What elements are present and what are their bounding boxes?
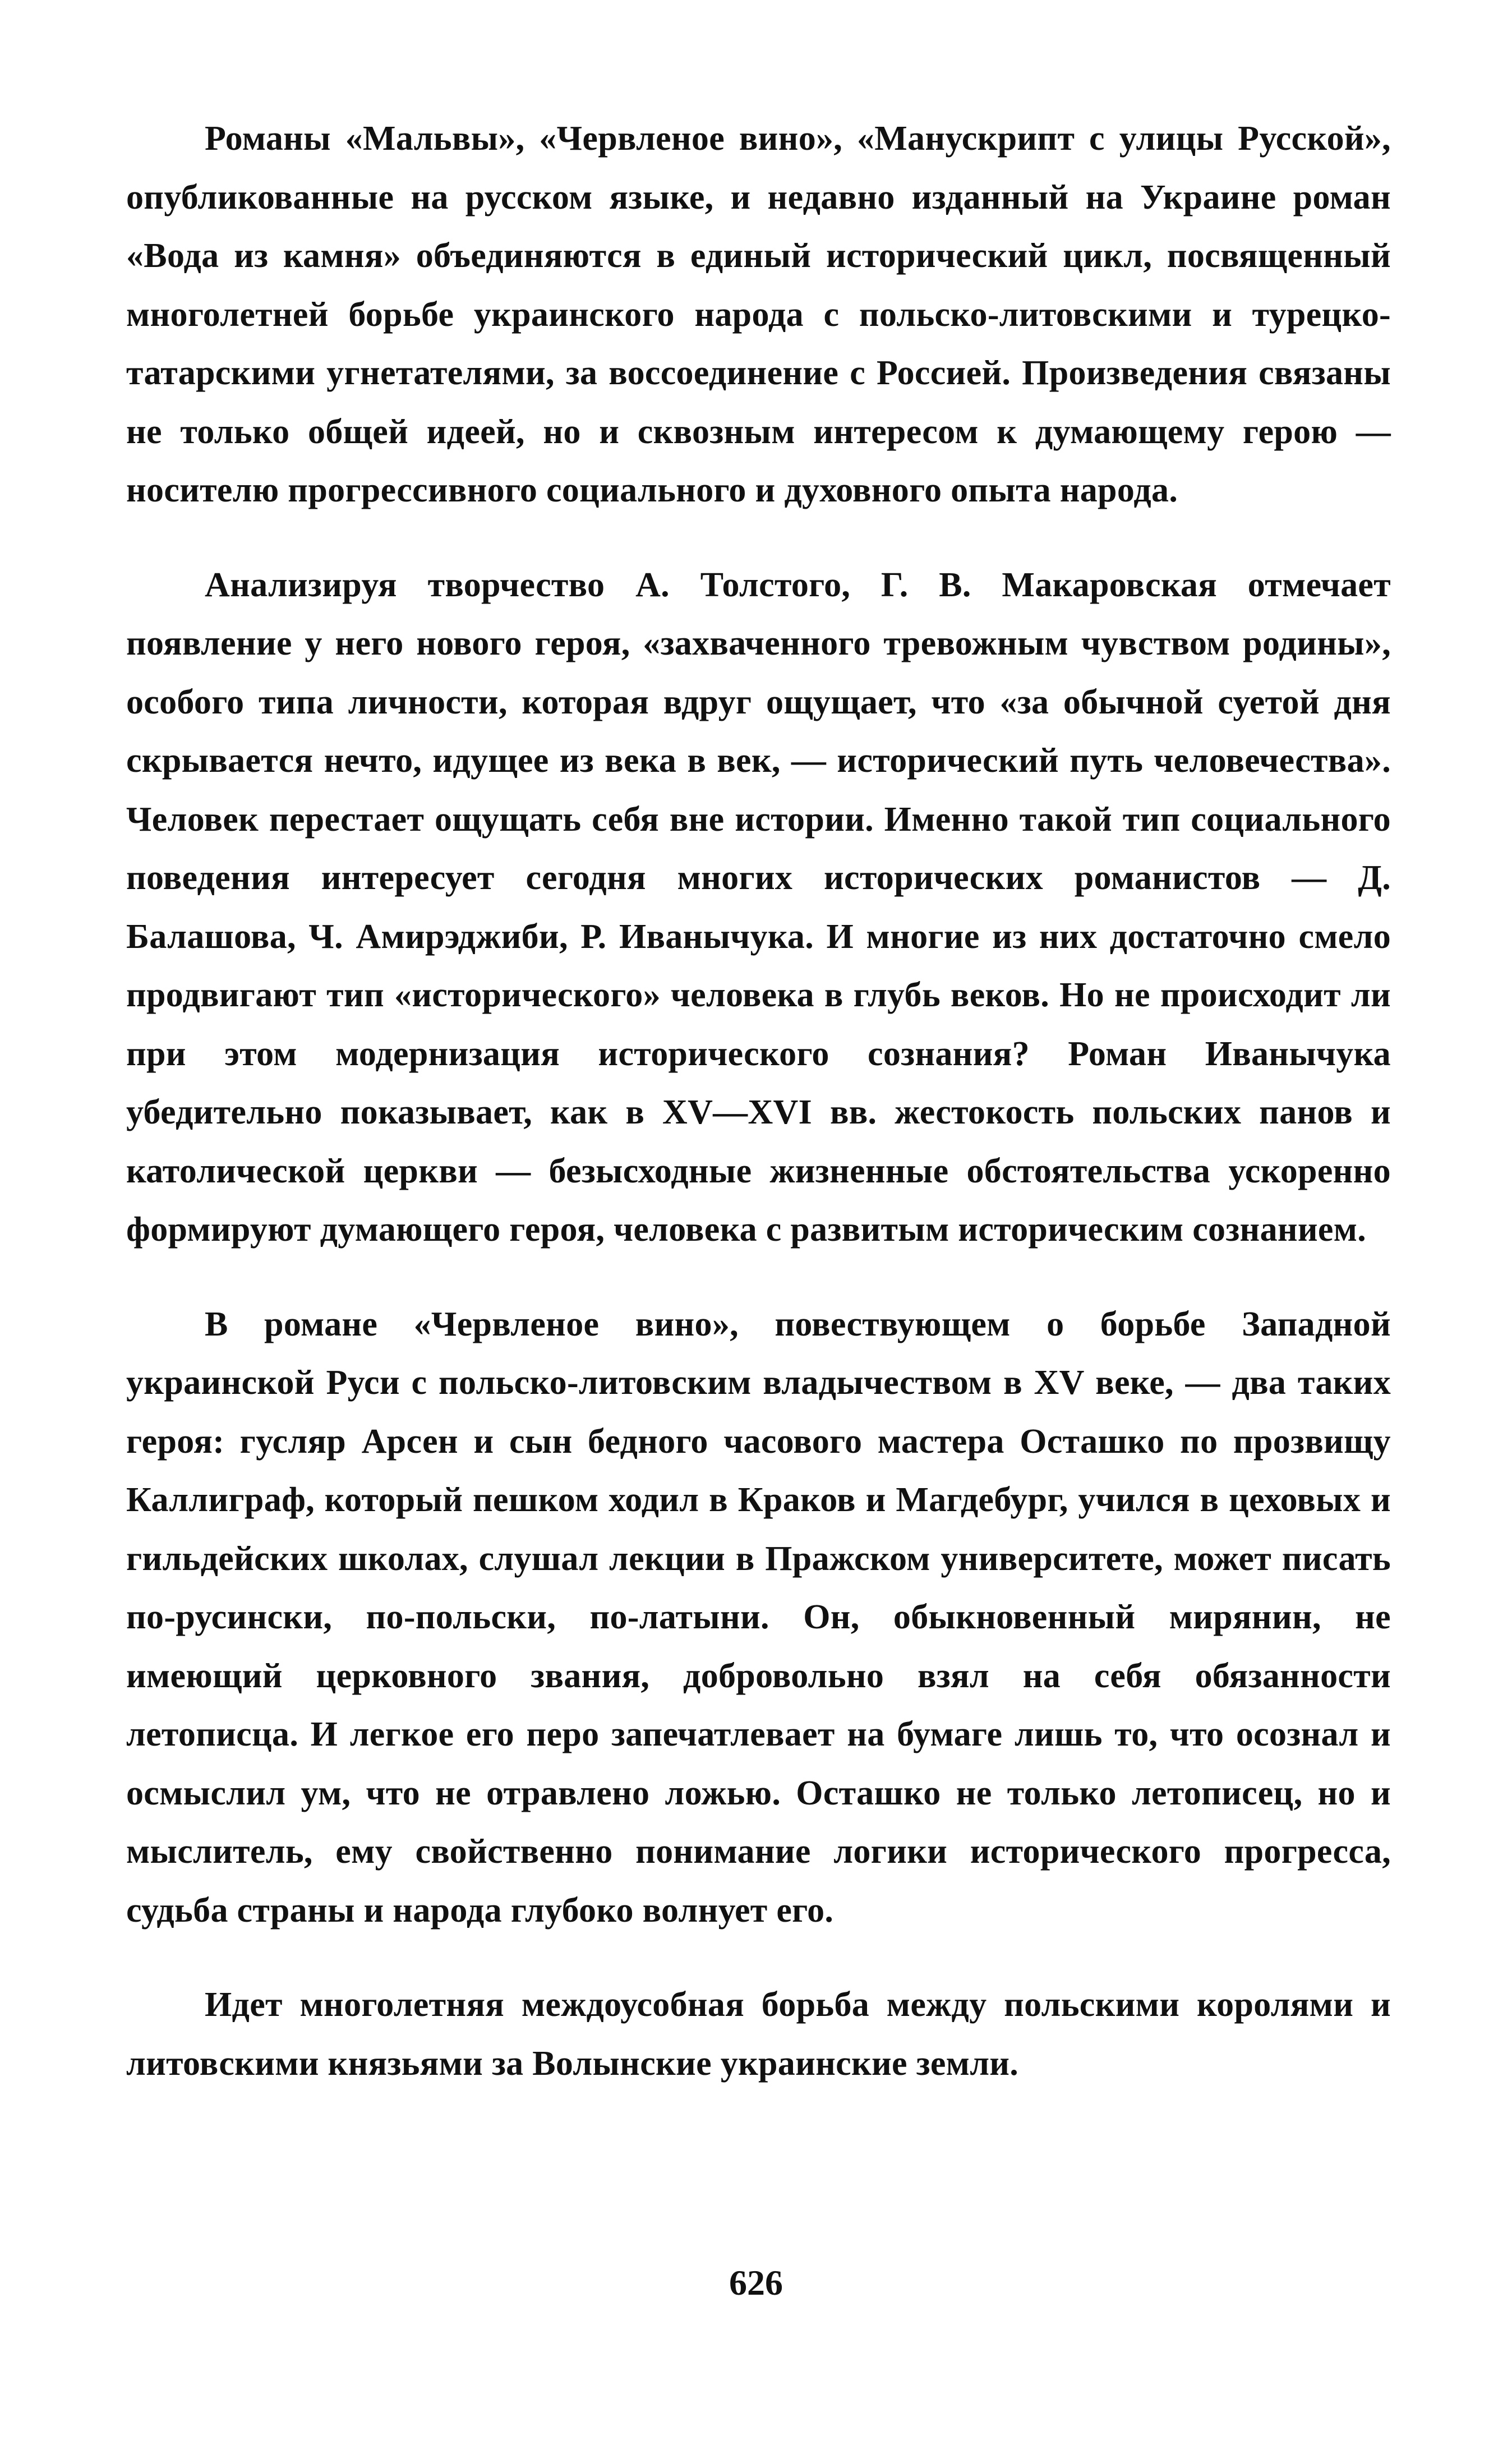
paragraph-4: Идет многолетняя междоусобная борьба между польскими королями и литовскими князьями за Волынские украинские земли. xyxy=(126,1986,1391,2083)
paragraph-2: Анализируя творчество А. Толстого, Г. В. Макаровская отмечает появление у него нового героя, «захваченного тревожным чувством родины», особого типа личности, которая вдруг ощущает, что «за обычной суетой дня скрывается нечто, идущее из века в век, — исторический путь человечества». Человек перестает ощущать себя вне истории. Именно такой тип социального поведения интересует сегодня многих исторических романистов — Д. Балашова, Ч. Амирэджиби, Р. Иванычука. И многие из них достаточно смело продвигают тип «исторического» человека в глубь веков. Но не происходит ли при этом модернизация исторического сознания? Роман Иванычука убедительно показывает, как в XV—XVI вв. жестокость польских панов и католической церкви — безысходные жизненные обстоятельства ускоренно формируют думающего героя, человека с развитым историческим сознанием. xyxy=(126,565,1391,1249)
body-text xyxy=(126,109,1391,2093)
paragraph-3: В романе «Червленое вино», повествующем о борьбе Западной украинской Руси с польско-литовским владычеством в XV веке, — два таких героя: гусляр Арсен и сын бедного часового мастера Осташко по прозвищу Каллиграф, который пешком ходил в Краков и Магдебург, учился в цеховых и гильдейских школах, слушал лекции в Пражском университете, может писать по-русински, по-польски, по-латыни. Он, обыкновенный мирянин, не имеющий церковного звания, добровольно взял на себя обязанности летописца. И легкое его перо запечатлевает на бумаге лишь то, что осознал и осмыслил ум, что не отравлено ложью. Осташко не только летописец, но и мыслитель, ему свойственно понимание логики исторического прогресса, судьба страны и народа глубоко волнует его. xyxy=(126,1305,1391,1930)
paragraph-1: Романы «Мальвы», «Червленое вино», «Манускрипт с улицы Русской», опубликованные на русском языке, и недавно изданный на Украине роман «Вода из камня» объединяются в единый исторический цикл, посвященный многолетней борьбе украинского народа с польско-литовскими и турецко-татарскими угнетателями, за воссоединение с Россией. Произведения связаны не только общей идеей, но и сквозным интересом к думающему герою — носителю прогрессивного социального и духовного опыта народа. xyxy=(126,119,1391,509)
page-number: 626 xyxy=(729,2263,783,2303)
